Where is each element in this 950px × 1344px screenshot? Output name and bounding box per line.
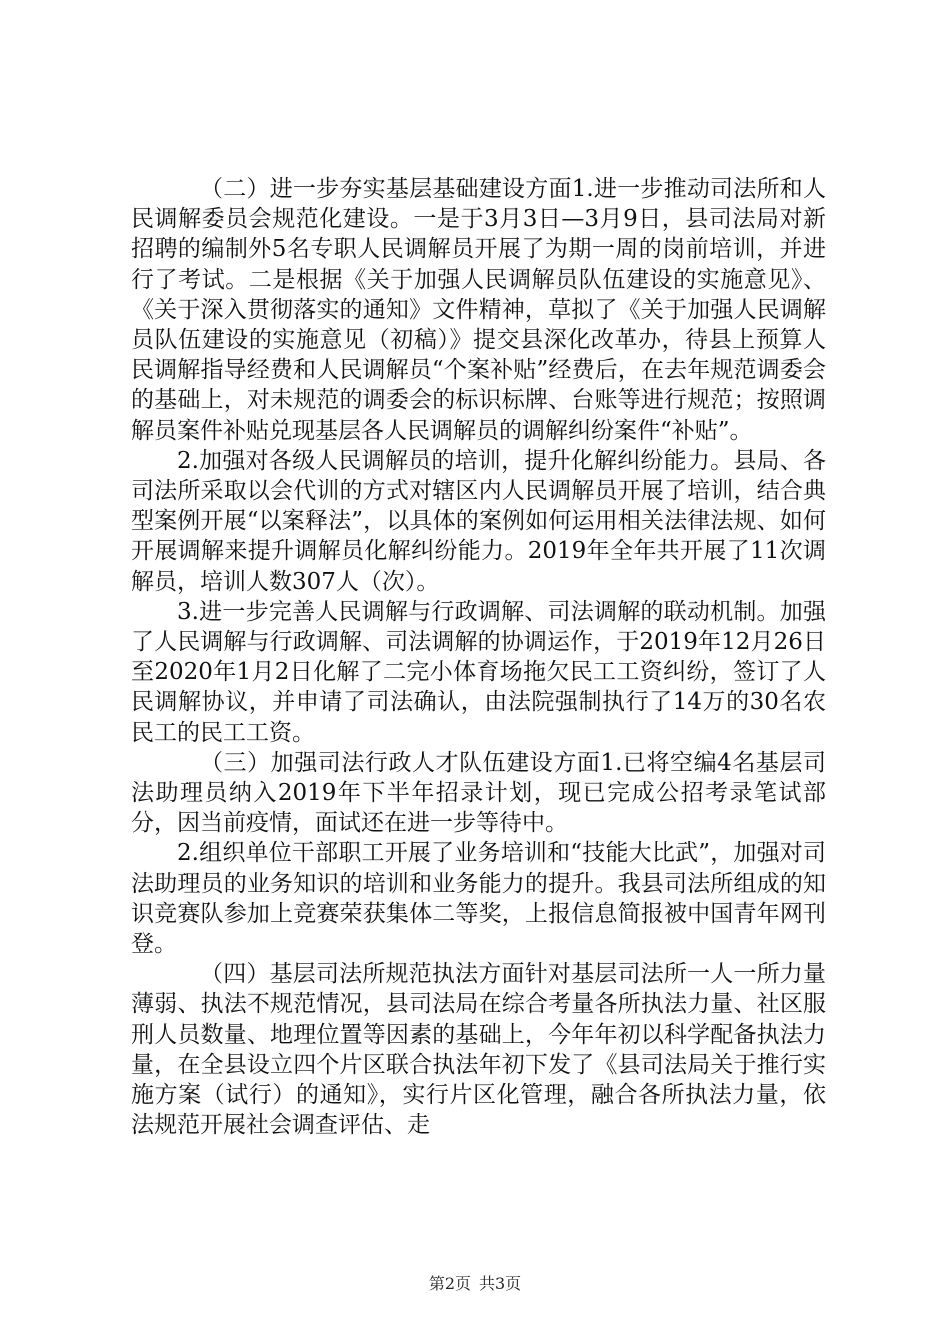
page-number: 第2页 bbox=[428, 1274, 471, 1293]
page-footer bbox=[0, 1274, 950, 1294]
page-total: 共3页 bbox=[479, 1274, 522, 1293]
paragraph-section-three-item-2: 2.组织单位干部职工开展了业务培训和“技能大比武”，加强对司法助理员的业务知识的培训和业务能力的提升。我县司法所组成的知识竞赛队参加上竞赛荣获集体二等奖，上报信息简报被中国青年网刊登。 bbox=[131, 840, 826, 958]
paragraph-section-four: （四）基层司法所规范执法方面针对基层司法所一人一所力量薄弱、执法不规范情况，县司法局在综合考量各所执法力量、社区服刑人员数量、地理位置等因素的基础上，今年年初以科学配备执法力量，在全县设立四个片区联合执法年初下发了《县司法局关于推行实施方案（试行）的通知》，实行片区化管理，融合各所执法力量，依法规范开展社会调查评估、走 bbox=[131, 961, 826, 1139]
document-body bbox=[131, 174, 826, 1141]
paragraph-item-3: 3.进一步完善人民调解与行政调解、司法调解的联动机制。加强了人民调解与行政调解、司法调解的协调运作，于2019年12月26日至2020年1月2日化解了二完小体育场拖欠民工工资纠纷，签订了人民调解协议，并申请了司法确认，由法院强制执行了14万的30名农民工的民工工资。 bbox=[131, 598, 826, 746]
paragraph-item-2: 2.加强对各级人民调解员的培训，提升化解纠纷能力。县局、各司法所采取以会代训的方式对辖区内人民调解员开展了培训，结合典型案例开展“以案释法”，以具体的案例如何运用相关法律法规、如何开展调解来提升调解员化解纠纷能力。2019年全年共开展了11次调解员，培训人数307人（次）。 bbox=[131, 447, 826, 595]
paragraph-section-three: （三）加强司法行政人才队伍建设方面1.已将空编4名基层司法助理员纳入2019年下半年招录计划，现已完成公招考录笔试部分，因当前疫情，面试还在进一步等待中。 bbox=[131, 749, 826, 837]
paragraph-section-two: （二）进一步夯实基层基础建设方面1.进一步推动司法所和人民调解委员会规范化建设。一是于3月3日—3月9日，县司法局对新招聘的编制外5名专职人民调解员开展了为期一周的岗前培训，并进行了考试。二是根据《关于加强人民调解员队伍建设的实施意见》、《关于深入贯彻落实的通知》文件精神，草拟了《关于加强人民调解员队伍建设的实施意见（初稿）》提交县深化改革办，待县上预算人民调解指导经费和人民调解员“个案补贴”经费后，在去年规范调委会的基础上，对未规范的调委会的标识标牌、台账等进行规范；按照调解员案件补贴兑现基层各人民调解员的调解纠纷案件“补贴”。 bbox=[131, 176, 826, 444]
